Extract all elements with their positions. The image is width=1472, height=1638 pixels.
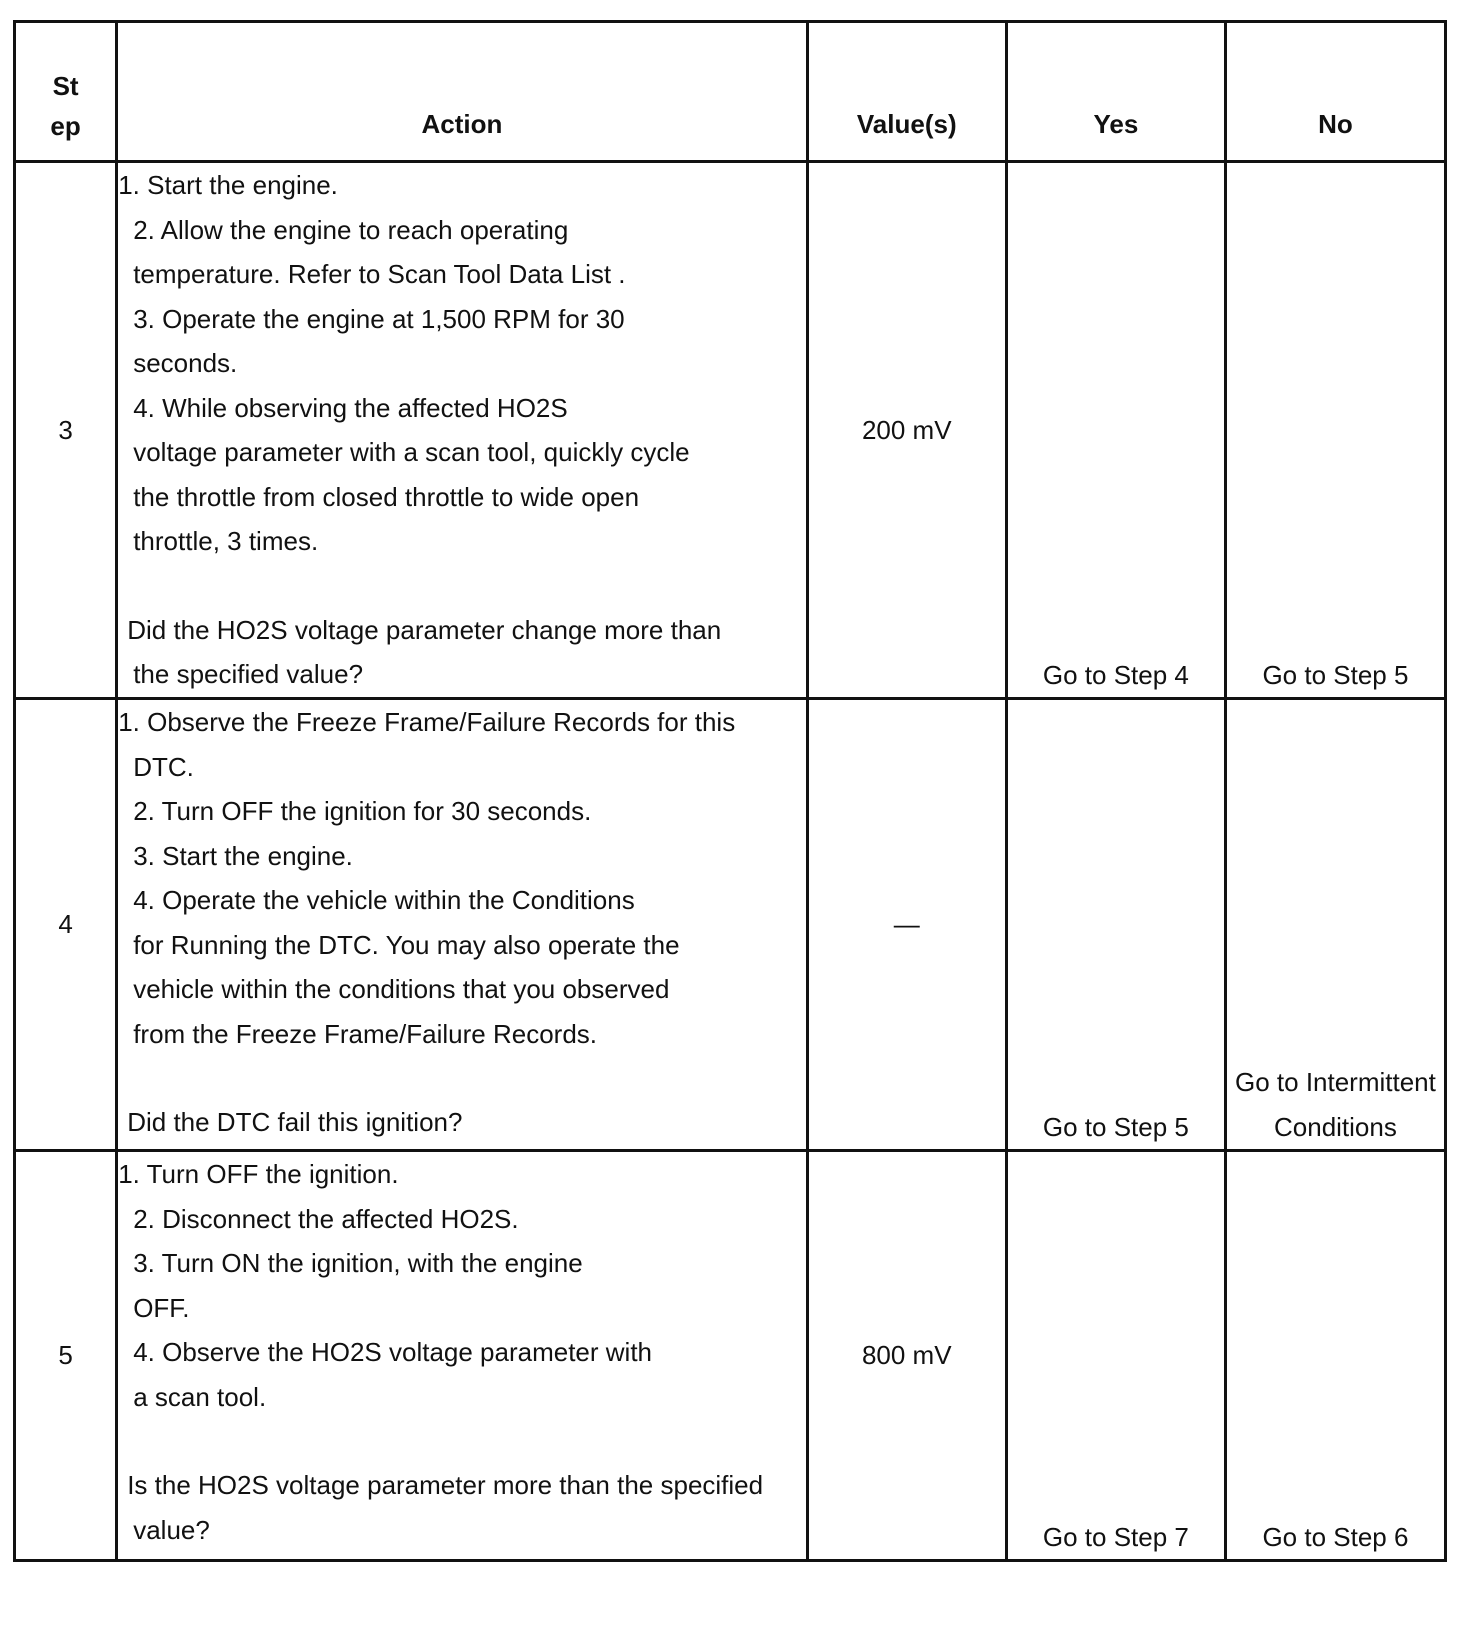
action-cell <box>117 699 807 1151</box>
action-line: 4. Observe the HO2S voltage parameter with <box>133 1337 653 1367</box>
action-line: vehicle within the conditions that you observed <box>133 974 670 1004</box>
no-link[interactable] <box>1225 1151 1445 1561</box>
action-line: 2. Allow the engine to reach operating <box>133 214 569 245</box>
question-line: Did the DTC fail this ignition? <box>127 1107 463 1137</box>
action-line: 1. Observe the Freeze Frame/Failure Records for this <box>118 707 736 737</box>
question-line: Did the HO2S voltage parameter change more than <box>127 614 722 645</box>
header-values: Value(s) <box>807 22 1006 162</box>
action-line: 2. Turn OFF the ignition for 30 seconds. <box>133 796 592 826</box>
action-line: 1. Turn OFF the ignition. <box>118 1159 399 1189</box>
header-action: Action <box>117 22 807 162</box>
action-line: temperature. Refer to Scan Tool Data List . <box>133 259 626 289</box>
question-line: the specified value? <box>133 659 364 689</box>
yes-link[interactable]: Go to Step 7 <box>1006 1151 1225 1561</box>
header-row <box>15 22 1446 162</box>
no-link-line: Conditions <box>1274 1111 1397 1142</box>
action-cell <box>117 1151 807 1561</box>
action-line: 3. Turn ON the ignition, with the engine <box>133 1248 583 1278</box>
no-link-line: Go to Step 6 <box>1262 1521 1409 1552</box>
value-cell: 800 mV <box>807 1151 1006 1561</box>
header-step <box>15 22 117 162</box>
action-line: from the Freeze Frame/Failure Records. <box>133 1018 598 1049</box>
action-line: OFF. <box>133 1292 190 1323</box>
no-link-line: Go to Intermittent <box>1235 1067 1436 1097</box>
action-line: voltage parameter with a scan tool, quickly cycle <box>133 437 690 467</box>
table-row <box>15 699 1446 1151</box>
action-line: 3. Start the engine. <box>133 840 353 871</box>
diagnostic-table <box>13 20 1447 1562</box>
no-link[interactable] <box>1225 162 1445 699</box>
question-line: value? <box>133 1514 210 1545</box>
action-line: throttle, 3 times. <box>133 526 319 556</box>
action-line: 3. Operate the engine at 1,500 RPM for 30 <box>133 303 625 334</box>
table-row <box>15 1151 1446 1561</box>
header-step-line2: ep <box>50 111 81 141</box>
step-number: 4 <box>15 699 117 1151</box>
header-no: No <box>1225 22 1445 162</box>
value-cell: 200 mV <box>807 162 1006 699</box>
header-step-line1: St <box>52 71 79 101</box>
action-line: a scan tool. <box>133 1381 267 1412</box>
step-number: 5 <box>15 1151 117 1561</box>
action-cell <box>117 162 807 699</box>
no-link-line: Go to Step 5 <box>1262 659 1409 690</box>
action-line: seconds. <box>133 348 238 378</box>
action-line: for Running the DTC. You may also operate the <box>133 929 680 960</box>
action-question <box>118 1100 805 1145</box>
action-line: 4. Operate the vehicle within the Conditions <box>133 885 635 915</box>
header-yes: Yes <box>1006 22 1225 162</box>
action-line: 1. Start the engine. <box>118 170 338 200</box>
yes-link[interactable]: Go to Step 5 <box>1006 699 1225 1151</box>
yes-link[interactable]: Go to Step 4 <box>1006 162 1225 699</box>
table-row <box>15 162 1446 699</box>
action-line: 4. While observing the affected HO2S <box>133 392 568 423</box>
action-question <box>118 1463 805 1552</box>
action-line: the throttle from closed throttle to wide open <box>133 481 640 512</box>
action-question <box>118 608 805 697</box>
no-link[interactable] <box>1225 699 1445 1151</box>
value-cell: — <box>807 699 1006 1151</box>
question-line: Is the HO2S voltage parameter more than the specified <box>127 1470 764 1500</box>
action-line: DTC. <box>133 751 194 782</box>
step-number: 3 <box>15 162 117 699</box>
action-line: 2. Disconnect the affected HO2S. <box>133 1203 519 1234</box>
